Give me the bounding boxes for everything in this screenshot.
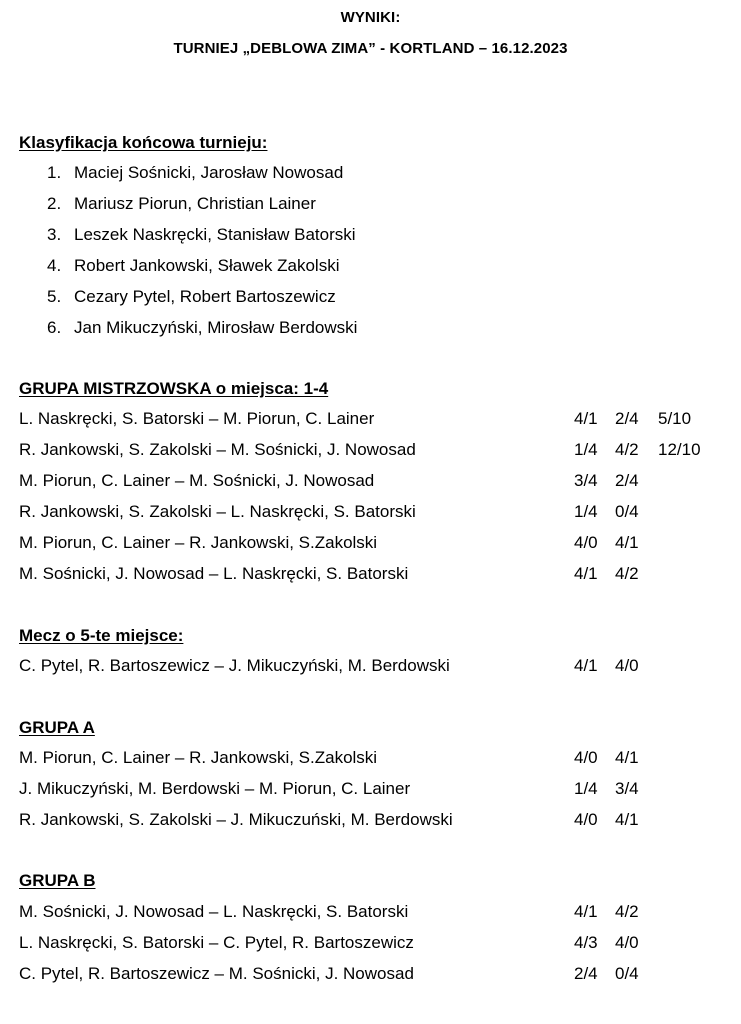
- ranking-item: [47, 163, 343, 183]
- ranking-names: Maciej Sośnicki, Jarosław Nowosad: [74, 163, 344, 182]
- match-teams: R. Jankowski, S. Zakolski – M. Sośnicki, J. Nowosad: [19, 440, 416, 459]
- set2-score: 0/4: [615, 502, 639, 521]
- match-teams: M. Piorun, C. Lainer – M. Sośnicki, J. Nowosad: [19, 471, 375, 490]
- set1-score: 4/0: [574, 748, 598, 767]
- match-row: [19, 564, 719, 588]
- ranking-names: Jan Mikuczyński, Mirosław Berdowski: [74, 318, 358, 337]
- match-teams: M. Piorun, C. Lainer – R. Jankowski, S.Zakolski: [19, 533, 378, 552]
- ranking-names: Leszek Naskręcki, Stanisław Batorski: [74, 225, 356, 244]
- fifth-place-heading: Mecz o 5-te miejsce:: [19, 626, 184, 645]
- ranking-names: Mariusz Piorun, Christian Lainer: [74, 194, 316, 213]
- set2-score: 4/2: [615, 902, 639, 921]
- match-row: [19, 779, 719, 803]
- ranking-number: 2.: [47, 194, 62, 213]
- set1-score: 2/4: [574, 964, 598, 983]
- match-row: [19, 810, 719, 834]
- set2-score: 0/4: [615, 964, 639, 983]
- ranking-names: Cezary Pytel, Robert Bartoszewicz: [74, 287, 336, 306]
- set1-score: 3/4: [574, 471, 598, 490]
- ranking-item: [47, 194, 316, 214]
- set2-score: 3/4: [615, 779, 639, 798]
- ranking-item: [47, 318, 357, 338]
- ranking-number: 5.: [47, 287, 62, 306]
- ranking-item: [47, 225, 356, 245]
- set1-score: 1/4: [574, 502, 598, 521]
- match-teams: M. Sośnicki, J. Nowosad – L. Naskręcki, S. Batorski: [19, 564, 409, 583]
- match-teams: M. Piorun, C. Lainer – R. Jankowski, S.Zakolski: [19, 748, 378, 767]
- group-a-heading: GRUPA A: [19, 718, 95, 737]
- ranking-number: 6.: [47, 318, 62, 337]
- set1-score: 4/1: [574, 564, 598, 583]
- set2-score: 4/0: [615, 656, 639, 675]
- set2-score: 2/4: [615, 409, 639, 428]
- group-b-heading: GRUPA B: [19, 871, 96, 890]
- match-teams: M. Sośnicki, J. Nowosad – L. Naskręcki, S. Batorski: [19, 902, 409, 921]
- match-row: [19, 502, 719, 526]
- match-row: [19, 933, 719, 957]
- ranking-item: [47, 256, 339, 276]
- document-subtitle: TURNIEJ „DEBLOWA ZIMA” - KORTLAND – 16.12.2023: [173, 40, 568, 57]
- match-teams: C. Pytel, R. Bartoszewicz – M. Sośnicki, J. Nowosad: [19, 964, 414, 983]
- tiebreak-score: 5/10: [658, 409, 692, 428]
- match-row: [19, 409, 719, 433]
- match-teams: R. Jankowski, S. Zakolski – L. Naskręcki, S. Batorski: [19, 502, 416, 521]
- match-row: [19, 964, 719, 988]
- set2-score: 4/2: [615, 564, 639, 583]
- set2-score: 2/4: [615, 471, 639, 490]
- set1-score: 4/1: [574, 656, 598, 675]
- set2-score: 4/0: [615, 933, 639, 952]
- set1-score: 1/4: [574, 779, 598, 798]
- match-teams: R. Jankowski, S. Zakolski – J. Mikuczuński, M. Berdowski: [19, 810, 453, 829]
- championship-group-heading: GRUPA MISTRZOWSKA o miejsca: 1-4: [19, 379, 329, 398]
- document-title: WYNIKI:: [340, 9, 401, 26]
- match-row: [19, 471, 719, 495]
- match-row: [19, 748, 719, 772]
- match-teams: J. Mikuczyński, M. Berdowski – M. Piorun, C. Lainer: [19, 779, 411, 798]
- ranking-names: Robert Jankowski, Sławek Zakolski: [74, 256, 340, 275]
- set1-score: 4/1: [574, 902, 598, 921]
- match-row: [19, 440, 719, 464]
- set2-score: 4/1: [615, 810, 639, 829]
- ranking-number: 1.: [47, 163, 62, 182]
- set1-score: 4/0: [574, 810, 598, 829]
- ranking-item: [47, 287, 336, 307]
- match-row: [19, 656, 719, 680]
- set1-score: 1/4: [574, 440, 598, 459]
- set1-score: 4/1: [574, 409, 598, 428]
- match-row: [19, 533, 719, 557]
- match-row: [19, 902, 719, 926]
- set2-score: 4/1: [615, 533, 639, 552]
- ranking-number: 3.: [47, 225, 62, 244]
- set2-score: 4/2: [615, 440, 639, 459]
- match-teams: C. Pytel, R. Bartoszewicz – J. Mikuczyński, M. Berdowski: [19, 656, 450, 675]
- match-teams: L. Naskręcki, S. Batorski – M. Piorun, C. Lainer: [19, 409, 375, 428]
- match-teams: L. Naskręcki, S. Batorski – C. Pytel, R. Bartoszewicz: [19, 933, 414, 952]
- set2-score: 4/1: [615, 748, 639, 767]
- final-ranking-heading: Klasyfikacja końcowa turnieju:: [19, 133, 268, 152]
- tiebreak-score: 12/10: [658, 440, 701, 459]
- set1-score: 4/3: [574, 933, 598, 952]
- ranking-number: 4.: [47, 256, 62, 275]
- set1-score: 4/0: [574, 533, 598, 552]
